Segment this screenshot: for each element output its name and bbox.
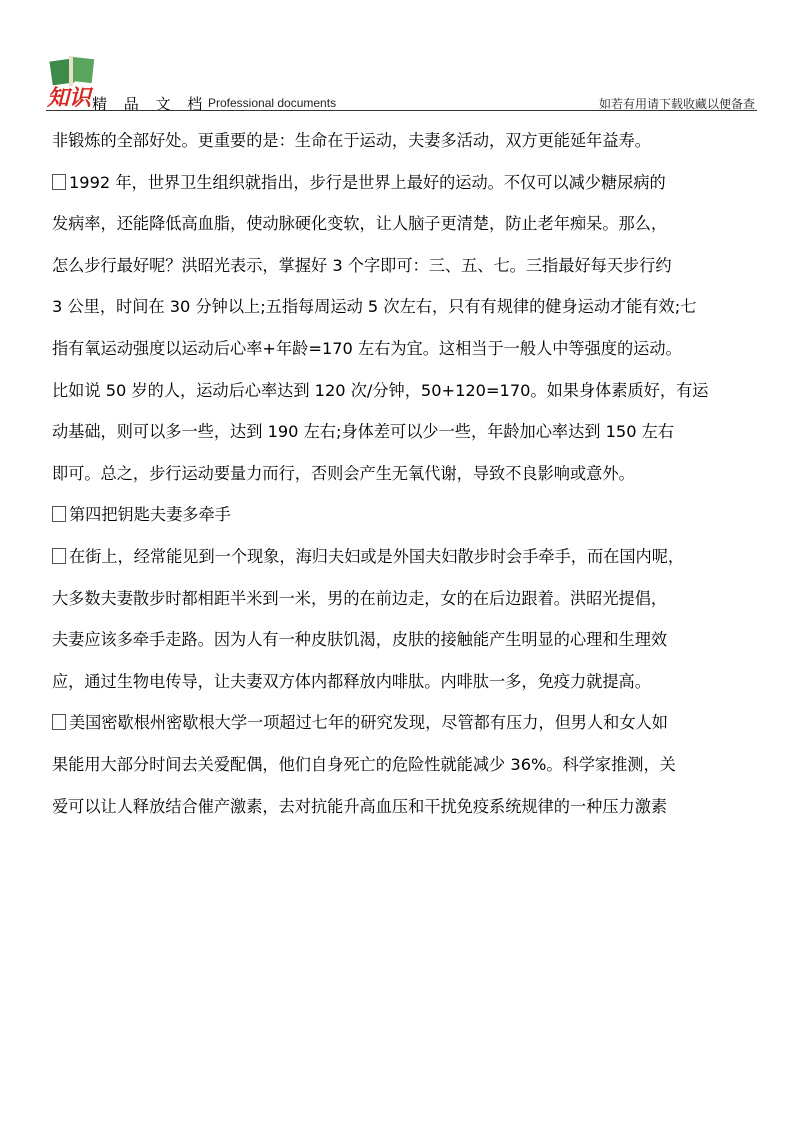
text-line [52,786,774,828]
bullet-box-icon [52,714,66,730]
text-line [52,286,774,328]
text-line [52,744,774,786]
line-text: 美国密歇根州密歇根大学一项超过七年的研究发现，尽管都有压力，但男人和女人如 [69,713,668,733]
text-line [52,245,774,287]
page-header [45,48,757,113]
bullet-box-icon [52,174,66,190]
brand-title: 精 品 文 档 [92,95,209,113]
line-text: 比如说 50 岁的人，运动后心率达到 120 次/分钟，50+120=170。如果身体素质好，有运 [52,380,709,400]
text-line [52,702,774,744]
text-line [52,370,774,412]
text-line [52,536,774,578]
document-body [52,120,774,827]
line-text: 发病率，还能降低高血脂，使动脉硬化变软，让人脑子更清楚，防止老年痴呆。那么， [52,214,668,234]
header-note: 如若有用请下载收藏以便备查 [598,97,755,111]
line-text: 第四把钥匙夫妻多牵手 [69,505,231,525]
text-line [52,411,774,453]
svg-text:知识: 知识 [47,85,92,110]
text-line [52,494,774,536]
line-text: 果能用大部分时间去关爱配偶，他们自身死亡的危险性就能减少 36%。科学家推测，关 [52,754,676,774]
line-text: 3 公里，时间在 30 分钟以上;五指每周运动 5 次左右，只有有规律的健身运动才能有效;七 [52,297,697,317]
text-line [52,162,774,204]
text-line [52,453,774,495]
text-line [52,203,774,245]
line-text: 应，通过生物电传导，让夫妻双方体内都释放内啡肽。内啡肽一多，免疫力就提高。 [52,671,651,691]
text-line [52,661,774,703]
line-text: 指有氧运动强度以运动后心率+年龄=170 左右为宜。这相当于一般人中等强度的运动。 [52,338,682,358]
text-line [52,619,774,661]
line-text: 爱可以让人释放结合催产激素，去对抗能升高血压和干扰免疫系统规律的一种压力激素 [52,796,668,816]
line-text: 1992 年，世界卫生组织就指出，步行是世界上最好的运动。不仅可以减少糖尿病的 [69,172,666,192]
brand-subtitle: Professional documents [208,96,337,110]
line-text: 动基础，则可以多一些，达到 190 左右;身体差可以少一些，年龄加心率达到 150 左右 [52,422,675,442]
line-text: 即可。总之，步行运动要量力而行，否则会产生无氧代谢，导致不良影响或意外。 [52,463,635,483]
bullet-box-icon [52,506,66,522]
line-text: 夫妻应该多牵手走路。因为人有一种皮肤饥渴，皮肤的接触能产生明显的心理和生理效 [52,630,668,650]
line-text: 在街上，经常能见到一个现象，海归夫妇或是外国夫妇散步时会手牵手，而在国内呢， [69,546,685,566]
line-text: 怎么步行最好呢？洪昭光表示，掌握好 3 个字即可：三、五、七。三指最好每天步行约 [52,255,672,275]
text-line [52,328,774,370]
header-divider [46,110,757,111]
bullet-box-icon [52,548,66,564]
text-line [52,578,774,620]
line-text: 非锻炼的全部好处。更重要的是：生命在于运动，夫妻多活动，双方更能延年益寿。 [52,131,651,150]
line-text: 大多数夫妻散步时都相距半米到一米，男的在前边走，女的在后边跟着。洪昭光提倡， [52,588,668,608]
text-line [52,120,774,162]
